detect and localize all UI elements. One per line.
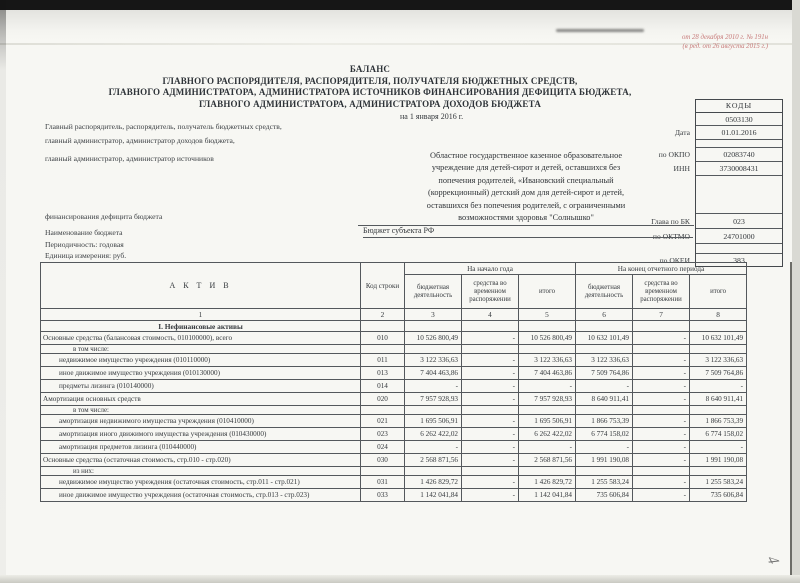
label-periodicity: Периодичность: годовая — [45, 240, 124, 249]
scan-top-edge — [0, 0, 800, 10]
row-label: иное движимое имущество учреждения (остаточная стоимость, стр.013 - стр.023) — [41, 489, 361, 502]
cell-value: 3 122 336,63 — [405, 354, 462, 367]
cell-value: - — [405, 380, 462, 393]
code-oktmo-value: 24701000 — [723, 231, 755, 241]
code-okei-value: 383 — [733, 255, 745, 265]
institution-line-4: (коррекционный) детский дом для детей-сирот и детей, — [427, 188, 625, 198]
cell-value: - — [462, 354, 519, 367]
cell-value: 1 426 829,72 — [405, 476, 462, 489]
institution-line-2: учреждение для детей-сирот и детей, оставшихся без — [431, 163, 621, 173]
cell-value: 7 957 928,93 — [519, 393, 576, 406]
table-subheader-row — [41, 406, 747, 415]
colnum-6: 6 — [576, 309, 633, 321]
code-blank-2 — [696, 176, 782, 214]
cell-value: 7 957 928,93 — [405, 393, 462, 406]
code-oktmo-label: по ОКТМО — [652, 231, 690, 241]
cell-value: 735 606,84 — [690, 489, 747, 502]
institution-line-3: попечения родителей, «Ивановский специальный — [438, 175, 614, 185]
cell-value: - — [462, 415, 519, 428]
table-subheader-row — [41, 345, 747, 354]
row-label: в том числе: — [41, 406, 361, 415]
cell-value: - — [519, 380, 576, 393]
code-okei-label: по ОКЕИ — [659, 255, 690, 265]
code-date — [674, 126, 782, 140]
stamp-line-2: (в ред. от 26 августа 2015 г.) — [682, 42, 768, 50]
codes-header: КОДЫ — [695, 99, 783, 113]
row-code: 030 — [361, 454, 405, 467]
scan-artifact — [556, 29, 644, 32]
code-okpo-value: 02083740 — [723, 150, 755, 159]
cell-value: - — [576, 380, 633, 393]
order-stamp-note — [682, 34, 768, 51]
cell-value: - — [633, 476, 690, 489]
stamp-line-1: от 28 декабря 2010 г. № 191н — [682, 34, 768, 41]
code-blank-3 — [696, 244, 782, 254]
balance-grid — [40, 262, 747, 502]
label-recipient-3: главный администратор, администратор источников — [45, 154, 214, 163]
cell-value: - — [462, 380, 519, 393]
table-row — [41, 454, 747, 467]
title-line-3: ГЛАВНОГО АДМИНИСТРАТОРА, АДМИНИСТРАТОРА ИСТОЧНИКОВ ФИНАНСИРОВАНИЯ ДЕФИЦИТА БЮДЖЕТА, — [108, 87, 632, 98]
cell-value: - — [633, 380, 690, 393]
table-row — [41, 367, 747, 380]
cell-value: 8 640 911,41 — [690, 393, 747, 406]
table-row — [41, 393, 747, 406]
cell-value: - — [690, 380, 747, 393]
cell-value: 1 695 506,91 — [405, 415, 462, 428]
section-row — [41, 321, 747, 332]
cell-value: - — [690, 441, 747, 454]
code-inn-value: 3730008431 — [719, 164, 759, 173]
row-label: в том числе: — [41, 345, 361, 354]
cell-value: - — [462, 332, 519, 345]
table-row — [41, 354, 747, 367]
row-code: 013 — [361, 367, 405, 380]
table-row — [41, 428, 747, 441]
label-recipient-1: Главный распорядитель, распорядитель, получатель бюджетных средств, — [45, 122, 282, 131]
row-label: из них: — [41, 467, 361, 476]
cell-value: 3 122 336,63 — [690, 354, 747, 367]
row-label: амортизация недвижимого имущества учреждения (010410000) — [41, 415, 361, 428]
page-title — [30, 64, 710, 110]
code-glava-value: 023 — [733, 216, 745, 226]
code-glava-label: Глава по БК — [651, 216, 690, 226]
cell-value: - — [462, 476, 519, 489]
row-code: 033 — [361, 489, 405, 502]
codes-box — [651, 99, 783, 267]
header-code: Код строки — [361, 263, 405, 309]
code-inn-label: ИНН — [673, 164, 690, 173]
cell-value: - — [462, 428, 519, 441]
header-end-group: На конец отчетного периода — [576, 263, 747, 275]
cell-value: - — [633, 332, 690, 345]
row-code: 023 — [361, 428, 405, 441]
table-row — [41, 476, 747, 489]
codes-stack — [651, 113, 783, 267]
label-recipient-2: главный администратор, администратор доходов бюджета, — [45, 136, 235, 145]
row-code: 031 — [361, 476, 405, 489]
section-title: I. Нефинансовые активы — [41, 321, 361, 332]
cell-value: 1 695 506,91 — [519, 415, 576, 428]
scan-bottom-shadow — [0, 575, 800, 583]
header-aktiv: А К Т И В — [41, 263, 361, 309]
header-begin-temp: средства во временном распоряжении — [462, 275, 519, 309]
cell-value: - — [633, 354, 690, 367]
header-number-row — [41, 309, 747, 321]
label-budget-name: Наименование бюджета — [45, 228, 123, 237]
row-label: Основные средства (балансовая стоимость, 010100000), всего — [41, 332, 361, 345]
row-code: 021 — [361, 415, 405, 428]
cell-value: 7 404 463,86 — [405, 367, 462, 380]
cell-value: 1 866 753,39 — [576, 415, 633, 428]
row-label: иное движимое имущество учреждения (010130000) — [41, 367, 361, 380]
header-begin-total: итого — [519, 275, 576, 309]
header-begin-group: На начало года — [405, 263, 576, 275]
label-unit: Единица измерения: руб. — [45, 251, 127, 260]
row-label: амортизация иного движимого имущества учреждения (010430000) — [41, 428, 361, 441]
cell-value: 7 404 463,86 — [519, 367, 576, 380]
title-line-2: ГЛАВНОГО РАСПОРЯДИТЕЛЯ, РАСПОРЯДИТЕЛЯ, ПОЛУЧАТЕЛЯ БЮДЖЕТНЫХ СРЕДСТВ, — [162, 75, 578, 86]
institution-name — [358, 150, 694, 226]
row-code: 010 — [361, 332, 405, 345]
cell-value: 1 255 583,24 — [690, 476, 747, 489]
cell-value: 735 606,84 — [576, 489, 633, 502]
cell-value: 6 774 158,02 — [576, 428, 633, 441]
colnum-5: 5 — [519, 309, 576, 321]
header-begin-budget: бюджетная деятельность — [405, 275, 462, 309]
scan-left-shadow — [0, 0, 6, 583]
institution-line-6: возможностями здоровья "Солнышко" — [458, 213, 594, 223]
cell-value: 2 568 871,56 — [405, 454, 462, 467]
cell-value: - — [462, 489, 519, 502]
cell-value: 1 991 190,08 — [690, 454, 747, 467]
label-deficit: финансирования дефицита бюджета — [45, 212, 163, 221]
cell-value: - — [633, 454, 690, 467]
cell-value: 10 526 800,49 — [519, 332, 576, 345]
code-form — [696, 113, 782, 126]
scan-right-shadow — [792, 0, 800, 583]
cell-value: 7 509 764,86 — [576, 367, 633, 380]
table-row — [41, 441, 747, 454]
header-end-budget: бюджетная деятельность — [576, 275, 633, 309]
colnum-8: 8 — [690, 309, 747, 321]
institution-line-5: оставшихся без попечения родителей, с ограниченными — [426, 200, 626, 210]
row-label: Основные средства (остаточная стоимость, стр.010 - стр.020) — [41, 454, 361, 467]
report-date: на 1 января 2016 г. — [400, 112, 464, 121]
cell-value: - — [633, 428, 690, 441]
cell-value: 3 122 336,63 — [519, 354, 576, 367]
code-blank-1 — [696, 140, 782, 148]
code-oktmo — [652, 229, 782, 244]
code-okpo — [658, 148, 782, 162]
cell-value: 1 255 583,24 — [576, 476, 633, 489]
code-date-label: Дата — [674, 128, 690, 137]
cell-value: - — [633, 441, 690, 454]
cell-value: 1 142 041,84 — [405, 489, 462, 502]
row-label: недвижимое имущество учреждения (остаточная стоимость, стр.011 - стр.021) — [41, 476, 361, 489]
cell-value: - — [519, 441, 576, 454]
table-row — [41, 332, 747, 345]
row-code: 014 — [361, 380, 405, 393]
header-end-total: итого — [690, 275, 747, 309]
row-label: Амортизация основных средств — [41, 393, 361, 406]
colnum-2: 2 — [361, 309, 405, 321]
table-row — [41, 380, 747, 393]
row-code: 020 — [361, 393, 405, 406]
header-group-row — [41, 263, 747, 275]
cell-value: - — [633, 393, 690, 406]
row-label: амортизация предметов лизинга (010440000) — [41, 441, 361, 454]
cell-value: 1 991 190,08 — [576, 454, 633, 467]
balance-table — [40, 262, 747, 502]
cell-value: 1 142 041,84 — [519, 489, 576, 502]
cell-value: 10 526 800,49 — [405, 332, 462, 345]
code-date-value: 01.01.2016 — [721, 128, 757, 137]
code-inn — [673, 162, 782, 176]
cell-value: 10 632 101,49 — [690, 332, 747, 345]
cell-value: - — [633, 415, 690, 428]
row-label: недвижимое имущество учреждения (010110000) — [41, 354, 361, 367]
cell-value: - — [633, 367, 690, 380]
code-glava — [651, 214, 782, 229]
table-subheader-row — [41, 467, 747, 476]
institution-line-1: Областное государственное казенное образовательное — [429, 151, 623, 160]
colnum-4: 4 — [462, 309, 519, 321]
scan-top-shadow — [0, 10, 800, 40]
paper-crease — [0, 43, 800, 45]
cell-value: - — [462, 367, 519, 380]
cell-value: 8 640 911,41 — [576, 393, 633, 406]
colnum-1: 1 — [41, 309, 361, 321]
table-row — [41, 415, 747, 428]
cell-value: 2 568 871,56 — [519, 454, 576, 467]
cell-value: - — [462, 454, 519, 467]
code-okpo-label: по ОКПО — [658, 150, 690, 159]
cell-value: - — [405, 441, 462, 454]
header-end-temp: средства во временном распоряжении — [633, 275, 690, 309]
cell-value: 7 509 764,86 — [690, 367, 747, 380]
title-line-4: ГЛАВНОГО АДМИНИСТРАТОРА, АДМИНИСТРАТОРА ДОХОДОВ БЮДЖЕТА — [198, 98, 542, 109]
cell-value: 1 866 753,39 — [690, 415, 747, 428]
cell-value: 6 262 422,02 — [519, 428, 576, 441]
row-code: 024 — [361, 441, 405, 454]
cell-value: 1 426 829,72 — [519, 476, 576, 489]
table-row — [41, 489, 747, 502]
cell-value: - — [633, 489, 690, 502]
cell-value: - — [576, 441, 633, 454]
cell-value: - — [462, 393, 519, 406]
cell-value: 6 262 422,02 — [405, 428, 462, 441]
cell-value: 6 774 158,02 — [690, 428, 747, 441]
code-form-value: 0503130 — [725, 114, 753, 124]
colnum-7: 7 — [633, 309, 690, 321]
cell-value: 3 122 336,63 — [576, 354, 633, 367]
handwritten-page-number: 4 — [762, 554, 782, 566]
cell-value: - — [462, 441, 519, 454]
title-line-1: БАЛАНС — [349, 64, 391, 74]
colnum-3: 3 — [405, 309, 462, 321]
budget-name-value: Бюджет субъекта РФ — [363, 226, 693, 238]
cell-value: 10 632 101,49 — [576, 332, 633, 345]
row-label: предметы лизинга (010140000) — [41, 380, 361, 393]
row-code: 011 — [361, 354, 405, 367]
